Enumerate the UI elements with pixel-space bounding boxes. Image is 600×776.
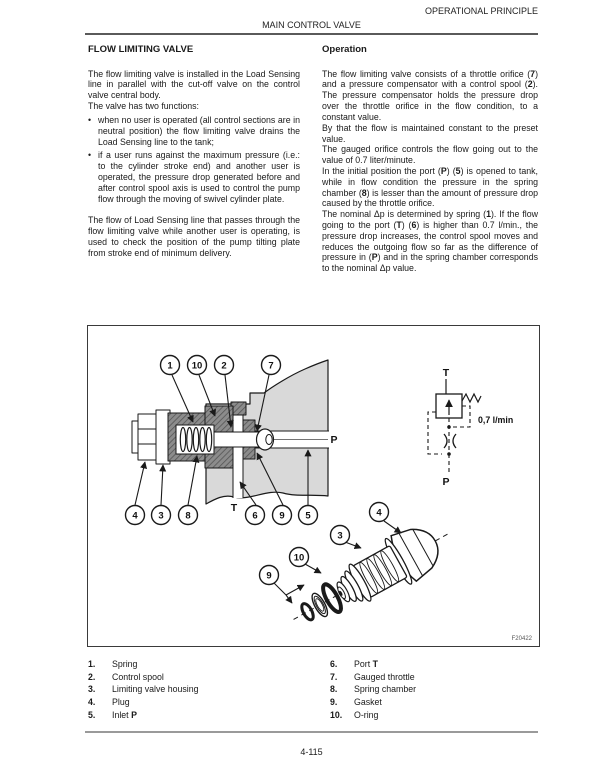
callout-circle <box>152 506 171 525</box>
seat-lower <box>243 446 255 459</box>
orifice-symbol <box>444 434 447 448</box>
svg-text:9: 9 <box>279 510 285 522</box>
legend-item: 8. Spring chamber <box>330 684 417 695</box>
right-column <box>322 44 538 274</box>
callout-circle <box>126 506 145 525</box>
list-item: • when no user is operated (all control sections are in neutral position) the flow limiting valve drains the Load Sensing line to the tank; <box>88 115 300 147</box>
svg-text:4: 4 <box>376 507 382 519</box>
svg-text:2: 2 <box>221 360 227 372</box>
paragraph: In the initial position the port (P) (5) is opened to tank, while in flow condition the pressure in the spring chamber (8) is lesser than the amount of pressure drop caused by the throttle orifice. <box>322 165 539 209</box>
svg-text:9: 9 <box>266 570 272 582</box>
figure-box <box>87 325 540 647</box>
hydraulic-symbol <box>428 367 513 488</box>
left-column <box>88 44 300 259</box>
legend-right-column <box>330 659 538 723</box>
callout-circle <box>260 566 279 585</box>
callout-circle <box>161 356 180 375</box>
svg-text:4: 4 <box>132 510 138 522</box>
spring-symbol <box>462 394 481 402</box>
callout-circle <box>262 356 281 375</box>
callout-circle <box>246 506 265 525</box>
svg-text:8: 8 <box>185 510 191 522</box>
legend-item: 7. Gauged throttle <box>330 671 415 682</box>
seat-upper <box>243 420 255 433</box>
legend-item: 9. Gasket <box>330 697 382 708</box>
valve-diagram <box>88 326 539 646</box>
plug-hex <box>138 414 158 460</box>
paragraph: The flow limiting valve consists of a throttle orifice (7) and a pressure compensator with a control spool (2). The pressure compensator holds the pressure drop over the throttle orifice in the flow condition, to a constant value. <box>322 68 538 122</box>
callout-circle <box>179 506 198 525</box>
svg-text:10: 10 <box>191 360 203 372</box>
operation-title: Operation <box>322 44 367 55</box>
legend-left-column <box>88 659 308 723</box>
svg-text:10: 10 <box>293 552 305 564</box>
symbol-t-label: T <box>442 367 450 379</box>
page-number: 4-115 <box>300 747 323 757</box>
legend-item: 6. Port T <box>330 659 378 669</box>
svg-text:5: 5 <box>305 510 311 522</box>
spring-coils <box>180 428 211 452</box>
header-rule <box>85 33 538 35</box>
paragraph: The nominal Δp is determined by spring (1). If the flow going to the port (T) (6) is higher than 0.7 l/min., the pressure drop increases, the control spool moves and reduces the outgoing flow so far as the difference of pressure in (P) and in the spring chamber corresponds to the nominal Δp value. <box>322 209 539 274</box>
callout-circle <box>215 356 234 375</box>
closing-paragraph: The flow of Load Sensing line that passes through the flow limiting valve while another user is operating, is used to check the position of the pump tilting plate from stroke end of minimum delivery. <box>88 215 300 258</box>
port-p-label: P <box>330 434 338 446</box>
callout-circle <box>273 506 292 525</box>
svg-text:1: 1 <box>167 360 173 372</box>
functions-intro: The valve has two functions: <box>88 101 199 112</box>
legend-item: 10. O-ring <box>330 709 379 720</box>
section-title: FLOW LIMITING VALVE <box>88 44 194 55</box>
callout-circle <box>331 526 350 545</box>
svg-text:3: 3 <box>158 510 164 522</box>
port-t-label: T <box>230 502 238 514</box>
paragraph: By that the flow is maintained constant to the preset value. <box>322 122 538 144</box>
valve-cross-section <box>132 360 329 504</box>
figure-code: F20422 <box>511 636 532 642</box>
legend-item: 4. Plug <box>88 697 130 708</box>
flow-rate-label: 0,7 l/min <box>478 415 514 425</box>
legend-item: 3. Limiting valve housing <box>88 684 199 695</box>
svg-text:7: 7 <box>268 360 274 372</box>
footer-rule <box>85 731 538 733</box>
header-chapter-title: MAIN CONTROL VALVE <box>262 20 361 30</box>
legend-item: 5. Inlet P <box>88 709 137 720</box>
callout-circle <box>299 506 318 525</box>
svg-text:6: 6 <box>252 510 258 522</box>
symbol-p-label: P <box>442 476 450 488</box>
callout-circle <box>188 356 207 375</box>
intro-paragraph: The flow limiting valve is installed in the Load Sensing line in parallel with the cut-off valve on the control valve central body. <box>88 68 300 101</box>
callout-circle <box>370 503 389 522</box>
list-item: • if a user runs against the maximum pressure (i.e.: to the cylinder stroke end) and another user is operated, the pressure drop generated before and after control spool axis is used to control the pump flow through the moving of swivel cylinder plate. <box>88 150 300 204</box>
small-o-ring <box>299 602 315 622</box>
header-section-title: OPERATIONAL PRINCIPLE <box>424 6 538 16</box>
paragraph: The gauged orifice controls the flow going out to the value of 0.7 liter/minute. <box>322 144 538 166</box>
legend-item: 2. Control spool <box>88 671 164 682</box>
valve-exploded-view <box>281 509 464 642</box>
callout-circle <box>290 548 309 567</box>
functions-list <box>88 115 300 205</box>
legend-item: 1. Spring <box>88 659 138 669</box>
svg-text:3: 3 <box>337 530 343 542</box>
